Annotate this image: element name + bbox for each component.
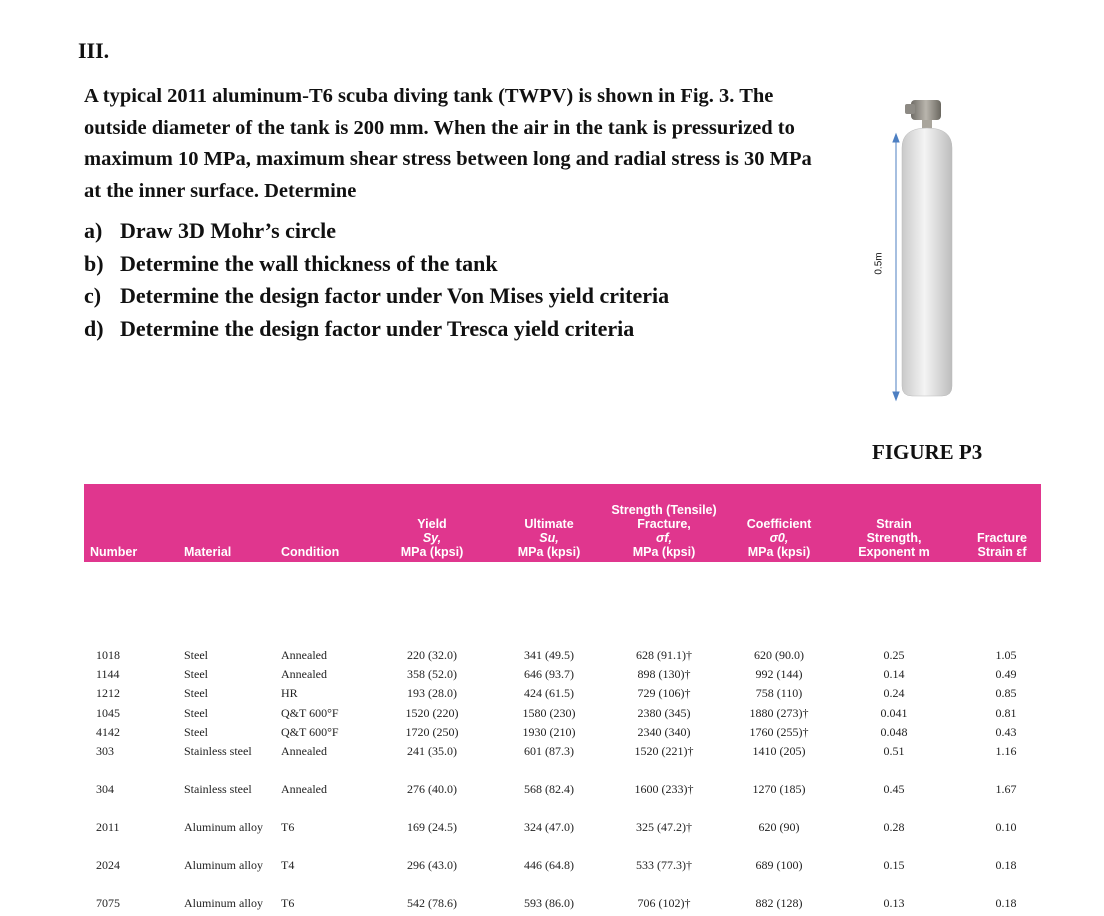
cell-fracture-strain: 0.85 [995,686,1017,700]
header-fracture: Strength (Tensile) Fracture, σf, MPa (kpsi) [611,503,717,559]
cell-fracture: 628 (91.1)† [636,648,692,662]
cell-exponent: 0.14 [883,667,905,681]
cell-yield: 220 (32.0) [407,648,457,662]
header-coefficient: Coefficient σ0, MPa (kpsi) [746,517,812,559]
cell-material: Steel [184,667,208,681]
cell-condition: Q&T 600°F [281,706,339,720]
cell-fracture: 2380 (345) [637,706,691,720]
table-header [84,484,1041,562]
tank-body [902,128,952,396]
cell-fracture: 325 (47.2)† [636,820,692,834]
cell-exponent: 0.041 [880,706,908,720]
cell-ultimate: 341 (49.5) [524,648,574,662]
cell-fracture-strain: 0.18 [995,858,1017,872]
cell-coefficient: 620 (90) [758,820,800,834]
cell-ultimate: 446 (64.8) [524,858,574,872]
cell-number: 4142 [96,725,120,739]
cell-ultimate: 424 (61.5) [524,686,574,700]
cell-number: 7075 [96,896,120,910]
cell-number: 1045 [96,706,120,720]
cell-exponent: 0.45 [883,782,905,796]
cell-fracture-strain: 0.43 [995,725,1017,739]
cell-yield: 296 (43.0) [407,858,457,872]
header-yield: Yield Sy, MPa (kpsi) [400,517,464,559]
cell-material: Stainless steel [184,744,252,758]
cell-ultimate: 1580 (230) [522,706,576,720]
dimension-label: 0.5m [873,252,885,275]
cell-fracture-strain: 0.18 [995,896,1017,910]
cell-coefficient: 882 (128) [755,896,803,910]
cell-coefficient: 992 (144) [755,667,803,681]
cell-coefficient: 1270 (185) [752,782,806,796]
cell-exponent: 0.13 [883,896,905,910]
cell-yield: 358 (52.0) [407,667,457,681]
cell-material: Aluminum alloy [184,820,263,834]
cell-fracture-strain: 1.67 [995,782,1017,796]
cell-condition: HR [281,686,298,700]
cell-ultimate: 324 (47.0) [524,820,574,834]
cell-ultimate: 593 (86.0) [524,896,574,910]
header-condition: Condition [281,545,340,559]
cell-fracture: 898 (130)† [637,667,691,681]
problem-statement: A typical 2011 aluminum-T6 scuba diving tank (TWPV) is shown in Fig. 3. The outside diameter of the tank is 200 mm. When the air in the tank is pressurized to maximum 10 MPa, maximum shear stress between long and radial stress is 30 MPa at the inner surface. Determine [84,85,812,202]
cell-fracture-strain: 0.81 [995,706,1017,720]
cell-yield: 542 (78.6) [407,896,457,910]
cell-exponent: 0.25 [883,648,905,662]
cell-fracture: 729 (106)† [637,686,691,700]
cell-fracture: 533 (77.3)† [636,858,692,872]
question-part-b: b) Determine the wall thickness of the tank [84,250,498,276]
cell-number: 303 [96,744,114,758]
height-dimension-line [893,134,899,400]
cell-material: Steel [184,706,208,720]
cell-condition: Annealed [281,744,327,758]
cell-number: 2024 [96,858,120,872]
header-ultimate: Ultimate Su, MPa (kpsi) [517,517,581,559]
cell-coefficient: 689 (100) [755,858,803,872]
header-material: Material [184,545,232,559]
cell-yield: 241 (35.0) [407,744,457,758]
cell-number: 1144 [96,667,120,681]
cell-number: 1018 [96,648,120,662]
cell-exponent: 0.24 [883,686,905,700]
cell-fracture-strain: 0.49 [995,667,1017,681]
cell-yield: 1720 (250) [405,725,459,739]
cell-yield: 276 (40.0) [407,782,457,796]
cell-fracture: 706 (102)† [637,896,691,910]
cell-condition: Annealed [281,782,327,796]
question-part-c: c) Determine the design factor under Von Mises yield criteria [84,283,670,308]
cell-material: Stainless steel [184,782,252,796]
cell-material: Steel [184,648,208,662]
material-properties-table [84,484,1041,910]
cell-condition: Q&T 600°F [281,725,339,739]
cell-fracture-strain: 0.10 [995,820,1017,834]
header-number: Number [90,545,138,559]
cell-condition: Annealed [281,667,327,681]
question-part-d: d) Determine the design factor under Tresca yield criteria [84,315,635,341]
cell-exponent: 0.28 [883,820,905,834]
cell-yield: 169 (24.5) [407,820,457,834]
header-strain-exponent: Strain Strength, Exponent m [858,517,930,559]
cell-coefficient: 758 (110) [755,686,803,700]
cell-material: Aluminum alloy [184,858,263,872]
header-fracture-strain: Fracture Strain εf [976,531,1028,559]
cell-condition: T6 [281,896,295,910]
tank-valve [905,100,941,130]
cell-ultimate: 601 (87.3) [524,744,574,758]
cell-yield: 193 (28.0) [407,686,457,700]
cell-yield: 1520 (220) [405,706,459,720]
cell-fracture: 2340 (340) [637,725,691,739]
cell-condition: Annealed [281,648,327,662]
cell-number: 1212 [96,686,120,700]
cell-condition: T4 [281,858,295,872]
cell-exponent: 0.51 [883,744,905,758]
cell-fracture-strain: 1.05 [995,648,1017,662]
cell-coefficient: 1760 (255)† [749,725,809,739]
question-parts [84,215,669,345]
cell-coefficient: 620 (90.0) [754,648,804,662]
cell-material: Aluminum alloy [184,896,263,910]
cell-coefficient: 1880 (273)† [749,706,809,720]
question-part-a: a) Draw 3D Mohr’s circle [84,218,337,243]
cell-material: Steel [184,686,208,700]
cell-material: Steel [184,725,208,739]
cell-fracture-strain: 1.16 [995,744,1017,758]
cell-coefficient: 1410 (205) [752,744,806,758]
cell-number: 2011 [96,820,120,834]
cell-exponent: 0.048 [880,725,908,739]
cell-fracture: 1600 (233)† [634,782,694,796]
cell-ultimate: 568 (82.4) [524,782,574,796]
cell-number: 304 [96,782,114,796]
cell-fracture: 1520 (221)† [634,744,694,758]
cell-ultimate: 1930 (210) [522,725,576,739]
cell-exponent: 0.15 [883,858,905,872]
cell-condition: T6 [281,820,295,834]
section-number: III. [78,38,110,63]
figure-caption: FIGURE P3 [872,440,983,464]
cell-ultimate: 646 (93.7) [524,667,574,681]
